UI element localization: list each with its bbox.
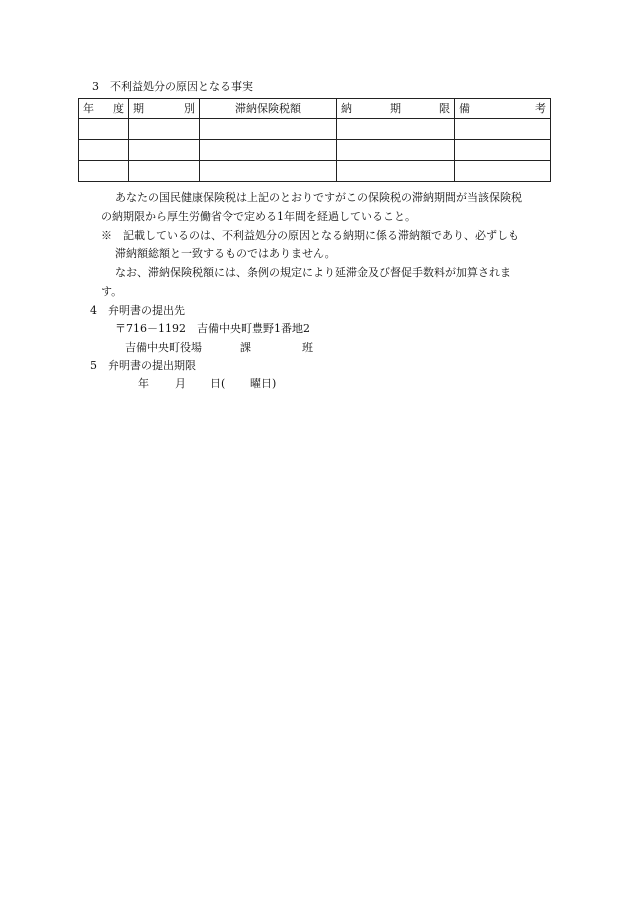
deadline-month: 月 xyxy=(175,377,186,390)
submission-dept-ka: 課 xyxy=(240,341,251,354)
submission-dept-han: 班 xyxy=(302,341,313,354)
submission-address: 〒716－1192 吉備中央町豊野1番地2 xyxy=(115,322,310,335)
table-cell xyxy=(455,140,551,161)
note-line1: ※ 記載しているのは、不利益処分の原因となる納期に係る滞納額であり、必ずしも xyxy=(101,229,519,242)
header-due-date: 納 期 限 xyxy=(337,99,455,119)
table-cell xyxy=(200,140,337,161)
arrears-table xyxy=(78,98,551,182)
table-cell xyxy=(200,119,337,140)
deadline-day: 日( xyxy=(210,377,226,390)
section3-heading: 3 不利益処分の原因となる事実 xyxy=(92,80,253,93)
table-cell xyxy=(79,161,129,182)
section5-heading: 5 弁明書の提出期限 xyxy=(90,359,196,372)
section4-heading: 4 弁明書の提出先 xyxy=(90,304,185,317)
paragraph1-line2: の納期限から厚生労働省令で定める1年間を経過していること。 xyxy=(101,210,416,223)
header-fiscal-year: 年 度 xyxy=(79,99,129,119)
table-row xyxy=(79,161,551,182)
table-cell xyxy=(337,161,455,182)
table-cell xyxy=(79,119,129,140)
deadline-weekday: 曜日) xyxy=(250,377,277,390)
table-row xyxy=(79,140,551,161)
header-remarks: 備 考 xyxy=(455,99,551,119)
table-cell xyxy=(129,119,200,140)
note-line2: 滞納額総額と一致するものではありません。 xyxy=(115,247,336,260)
table-cell xyxy=(200,161,337,182)
header-period: 期 別 xyxy=(129,99,200,119)
table-cell xyxy=(455,161,551,182)
paragraph2-line1: なお、滞納保険税額には、条例の規定により延滞金及び督促手数料が加算されま xyxy=(115,266,511,279)
table-cell xyxy=(337,119,455,140)
table-header-row xyxy=(79,99,551,119)
table-cell xyxy=(79,140,129,161)
header-arrears-amount: 滞納保険税額 xyxy=(200,99,337,119)
table-row xyxy=(79,119,551,140)
table-cell xyxy=(129,161,200,182)
submission-office: 吉備中央町役場 xyxy=(125,341,202,354)
table-cell xyxy=(337,140,455,161)
table-cell xyxy=(455,119,551,140)
deadline-year: 年 xyxy=(138,377,149,390)
paragraph2-line2: す。 xyxy=(101,285,123,298)
table-cell xyxy=(129,140,200,161)
paragraph1-line1: あなたの国民健康保険税は上記のとおりですがこの保険税の滞納期間が当該保険税 xyxy=(115,191,522,204)
